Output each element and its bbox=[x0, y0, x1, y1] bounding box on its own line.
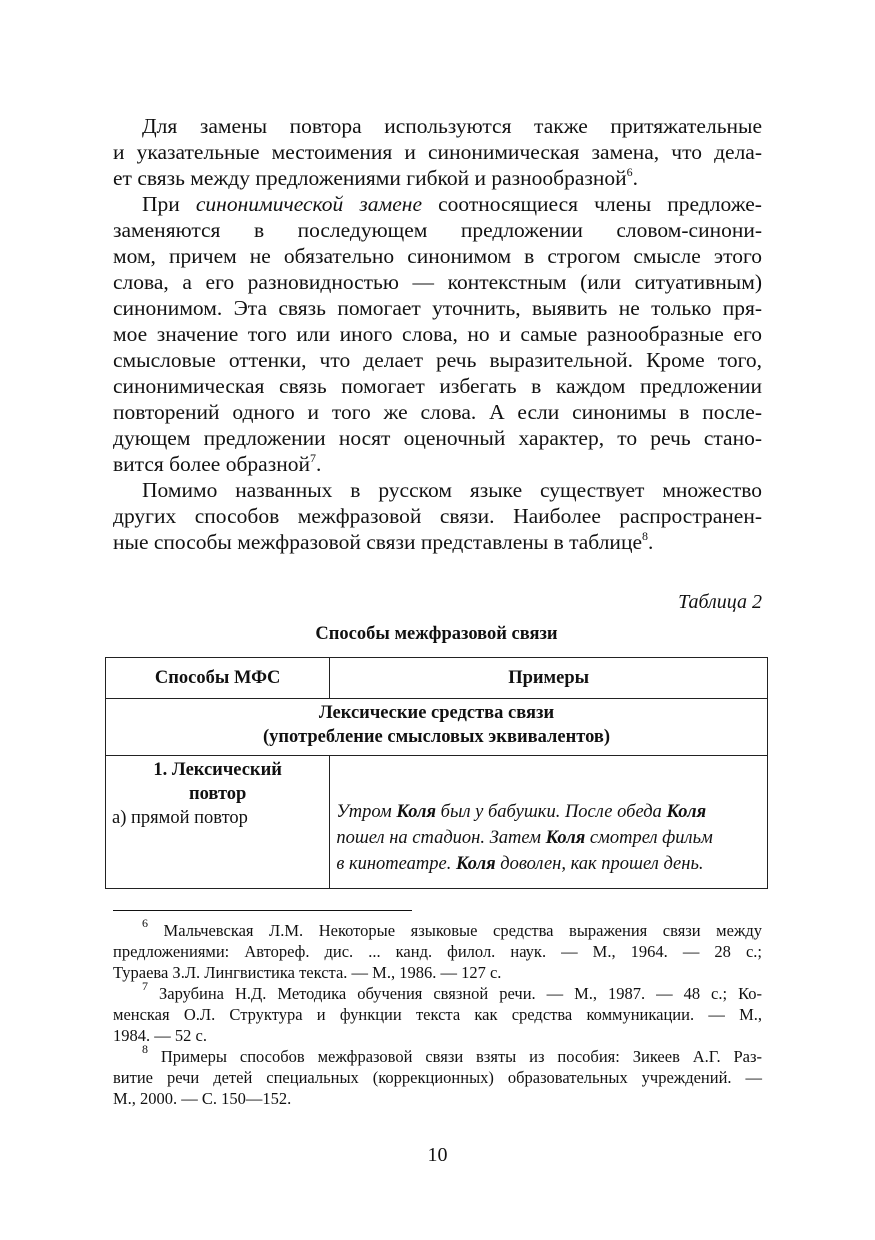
paragraph-text: соотносящиеся члены предложе- bbox=[422, 192, 762, 216]
footnote-ref-6[interactable]: 6 bbox=[626, 165, 633, 179]
period: . bbox=[315, 452, 322, 476]
footnote-line: предложениями: Автореф. дис. ... канд. филол. наук. — М., 1964. — 28 с.; bbox=[113, 942, 762, 961]
body-text bbox=[113, 113, 762, 555]
period: . bbox=[632, 166, 639, 190]
group-heading-line: Лексические средства связи bbox=[318, 703, 555, 723]
paragraph-line bbox=[113, 451, 762, 477]
footnote-mark: 8 bbox=[142, 1042, 148, 1056]
paragraph-line bbox=[113, 191, 762, 217]
example-fragment: доволен, как прошел день. bbox=[495, 854, 704, 874]
paragraph-line: синонимом. Эта связь помогает уточнить, выявить не только пря- bbox=[113, 296, 762, 320]
footnote-7 bbox=[113, 979, 762, 1004]
paragraph-text: вится более образной bbox=[113, 452, 310, 476]
example-line bbox=[336, 851, 761, 877]
example-line bbox=[336, 825, 761, 851]
footnote-line: менская О.Л. Структура и функции текста как средства коммуникации. — М., bbox=[113, 1005, 762, 1024]
example-fragment: пошел на стадион. Затем bbox=[336, 828, 546, 848]
group-heading bbox=[106, 699, 768, 756]
method-title bbox=[112, 758, 323, 806]
footnote-text: Мальчевская Л.М. Некоторые языковые средства выражения связи между bbox=[148, 921, 762, 940]
table-caption: Таблица 2 bbox=[678, 591, 762, 613]
footnote-line: 1984. — 52 с. bbox=[113, 1026, 207, 1045]
footnote-6 bbox=[113, 916, 762, 941]
paragraph-text: ет связь между предложениями гибкой и разнообразной bbox=[113, 166, 627, 190]
paragraph-text: При bbox=[142, 192, 196, 216]
paragraph-line: заменяются в последующем предложении словом-синони- bbox=[113, 218, 762, 242]
paragraph-line bbox=[113, 165, 762, 191]
method-title-line: 1. Лексический bbox=[153, 760, 282, 780]
table-title: Способы межфразовой связи bbox=[315, 624, 558, 644]
example-line bbox=[336, 799, 761, 825]
paragraph-line: и указательные местоимения и синонимическая замена, что дела- bbox=[113, 140, 762, 164]
footnote-line: витие речи детей специальных (коррекционных) образовательных учреждений. — bbox=[113, 1068, 762, 1087]
footnote-line: М., 2000. — С. 150—152. bbox=[113, 1089, 292, 1108]
paragraph-line: других способов межфразовой связи. Наиболее распространен- bbox=[113, 504, 762, 528]
repeated-word: Коля bbox=[545, 828, 586, 848]
page-number: 10 bbox=[427, 1144, 448, 1166]
period: . bbox=[648, 530, 654, 554]
example-fragment: Утром bbox=[336, 802, 397, 822]
table-header-row bbox=[106, 658, 768, 699]
footnote-mark: 6 bbox=[142, 916, 148, 930]
example-fragment: смотрел фильм bbox=[585, 828, 713, 848]
example-cell bbox=[330, 756, 768, 889]
footnotes bbox=[113, 916, 762, 1109]
paragraph-line: смысловые оттенки, что делает речь выразительной. Кроме того, bbox=[113, 348, 762, 372]
example-fragment: был у бабушки. После обеда bbox=[436, 802, 667, 822]
column-header-examples: Примеры bbox=[330, 658, 768, 699]
example-text bbox=[336, 799, 761, 877]
footnote-text: Зарубина Н.Д. Методика обучения связной речи. — М., 1987. — 48 с.; Ко- bbox=[148, 984, 762, 1003]
paragraph-line bbox=[113, 529, 762, 555]
paragraph-line: повторений одного и того же слова. А если синонимы в после- bbox=[113, 400, 762, 424]
footnote-separator bbox=[113, 910, 412, 911]
group-heading-line: (употребление смысловых эквивалентов) bbox=[262, 727, 611, 747]
footnote-ref-7[interactable]: 7 bbox=[309, 451, 316, 465]
paragraph-line: дующем предложении носят оценочный характер, то речь стано- bbox=[113, 426, 762, 450]
table-row bbox=[106, 756, 768, 889]
method-cell bbox=[106, 756, 330, 889]
paragraph-line: Для замены повтора используются также притяжательные bbox=[142, 114, 762, 138]
paragraph-text: ные способы межфразовой связи представлены в таблице bbox=[113, 530, 642, 554]
footnote-8 bbox=[113, 1042, 762, 1067]
repeated-word: Коля bbox=[396, 802, 437, 822]
paragraph-line: слова, а его разновидностью — контекстным (или ситуативным) bbox=[113, 270, 762, 294]
footnote-text: Примеры способов межфразовой связи взяты из пособия: Зикеев А.Г. Раз- bbox=[148, 1047, 762, 1066]
paragraph-line: Помимо названных в русском языке существует множество bbox=[142, 478, 762, 502]
footnote-mark: 7 bbox=[142, 979, 148, 993]
methods-table bbox=[105, 657, 768, 889]
paragraph-line: синонимическая связь помогает избегать в каждом предложении bbox=[113, 374, 762, 398]
column-header-methods: Способы МФС bbox=[106, 658, 330, 699]
method-title-line: повтор bbox=[188, 784, 247, 804]
paragraph-line: мое значение того или иного слова, но и самые разнообразные его bbox=[113, 322, 762, 346]
example-fragment: в кинотеатре. bbox=[336, 854, 456, 874]
method-subtype: а) прямой повтор bbox=[112, 808, 248, 828]
footnote-line: Тураева З.Л. Лингвистика текста. — М., 1986. — 127 с. bbox=[113, 963, 502, 982]
repeated-word: Коля bbox=[455, 854, 496, 874]
italic-term: синонимической замене bbox=[195, 192, 422, 216]
paragraph-line: мом, причем не обязательно синонимом в строгом смысле этого bbox=[113, 244, 762, 268]
repeated-word: Коля bbox=[666, 802, 707, 822]
table-group-row bbox=[106, 699, 768, 756]
footnote-ref-8[interactable]: 8 bbox=[642, 529, 648, 543]
